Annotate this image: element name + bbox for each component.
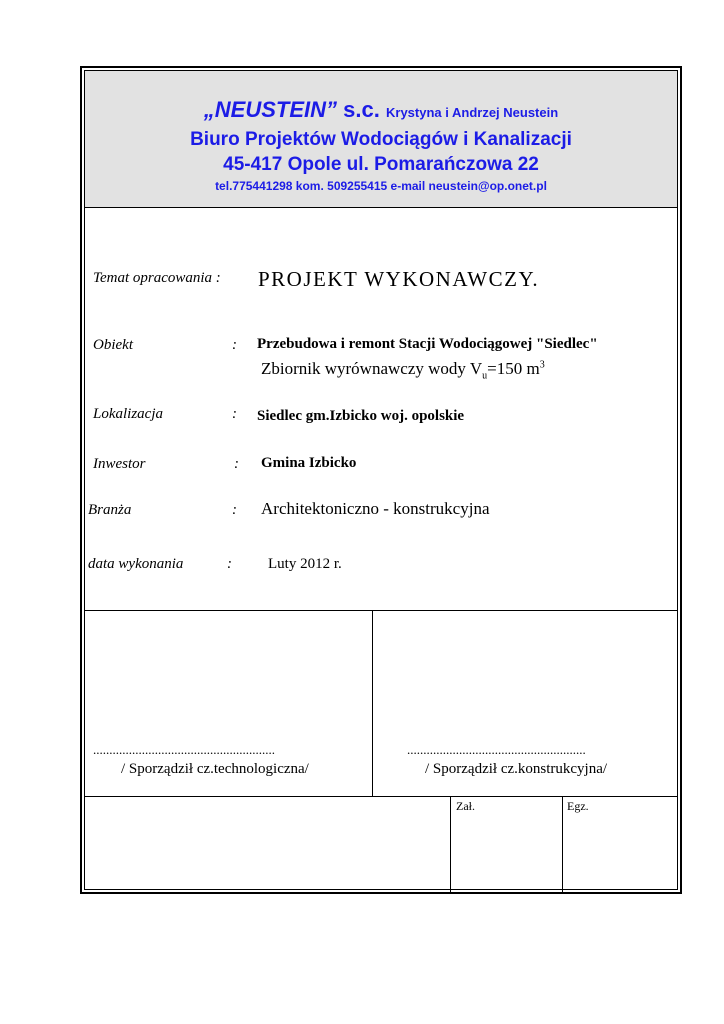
- company-brand: „NEUSTEIN”: [203, 97, 338, 122]
- lokalizacja-value: Siedlec gm.Izbicko woj. opolskie: [257, 408, 465, 424]
- signature-right-line: .......................................................: [407, 742, 586, 757]
- signature-right-label: / Sporządził cz.konstrukcyjna/: [425, 761, 608, 777]
- company-suffix: s.c.: [343, 97, 380, 122]
- data-value: Luty 2012 r.: [268, 556, 342, 572]
- company-header: [85, 71, 677, 208]
- branza-value: Architektoniczno - konstrukcyjna: [261, 499, 490, 518]
- branza-colon: :: [232, 502, 237, 518]
- lokalizacja-colon: :: [232, 406, 237, 422]
- data-colon: :: [227, 556, 232, 572]
- footer-divider-left: [450, 796, 451, 893]
- footer-top-line: [85, 796, 677, 797]
- footer-divider-right: [562, 796, 563, 893]
- data-label: data wykonania: [88, 556, 184, 572]
- zal-label: Zał.: [456, 799, 475, 813]
- signature-divider: [372, 610, 373, 796]
- company-name-line: [85, 97, 677, 123]
- branza-label: Branża: [88, 502, 132, 518]
- inwestor-value: Gmina Izbicko: [261, 455, 357, 471]
- obiekt-value: Przebudowa i remont Stacji Wodociągowej "Siedlec": [257, 336, 598, 352]
- inwestor-label: Inwestor: [93, 456, 146, 472]
- obiekt-label: Obiekt: [93, 337, 133, 353]
- egz-label: Egz.: [567, 799, 589, 813]
- title-page-inner: [84, 70, 678, 890]
- company-owners: Krystyna i Andrzej Neustein: [386, 105, 559, 120]
- company-contact: tel.775441298 kom. 509255415 e-mail neustein@op.onet.pl: [215, 179, 547, 193]
- signature-left-line: ........................................................: [93, 742, 275, 757]
- company-office: Biuro Projektów Wodociągów i Kanalizacji: [190, 129, 572, 150]
- title-page-frame: [80, 66, 682, 894]
- obiekt-colon: :: [232, 337, 237, 353]
- inwestor-colon: :: [234, 456, 239, 472]
- signature-section-top-line: [85, 610, 677, 611]
- company-address: 45-417 Opole ul. Pomarańczowa 22: [223, 154, 539, 175]
- lokalizacja-label: Lokalizacja: [93, 406, 163, 422]
- obiekt-value-tank: Zbiornik wyrównawczy wody $V_u=150$ $m^3$: [261, 359, 545, 382]
- signature-left-label: / Sporządził cz.technologiczna/: [121, 761, 309, 777]
- temat-label: Temat opracowania :: [93, 270, 221, 286]
- temat-value: PROJEKT WYKONAWCZY.: [258, 267, 540, 291]
